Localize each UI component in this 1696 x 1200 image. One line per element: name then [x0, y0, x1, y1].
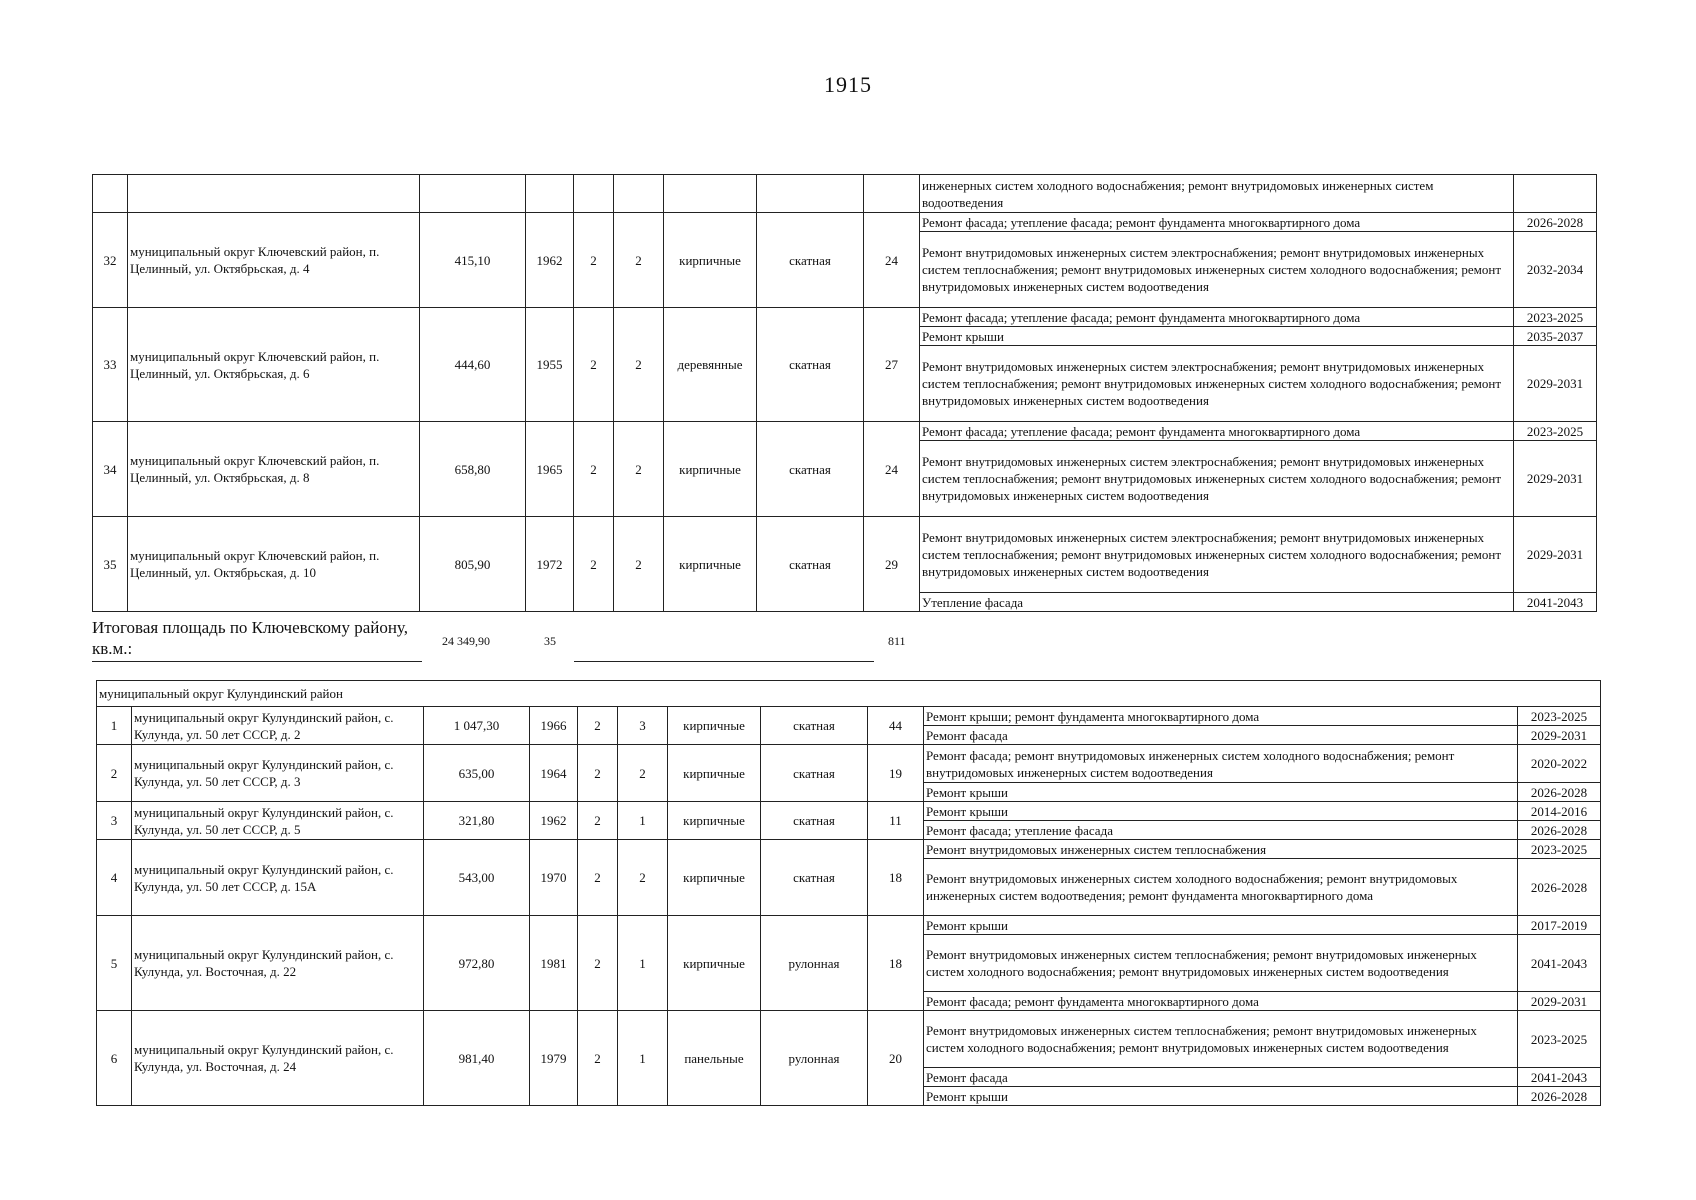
build-year: 1955 — [526, 308, 574, 422]
work-years: 2029-2031 — [1514, 441, 1597, 517]
building-area: 1 047,30 — [424, 707, 530, 745]
work-description: Ремонт внутридомовых инженерных систем теплоснабжения; ремонт внутридомовых инженерных систем холодного водоснабжения; ремонт внутридомовых инженерных систем водоотведения — [924, 1011, 1518, 1068]
housing-table-klyuchevsky — [92, 174, 1597, 612]
row-number: 2 — [97, 745, 132, 802]
entrances-count: 2 — [614, 422, 664, 517]
roof-type: скатная — [757, 308, 864, 422]
building-address: муниципальный округ Ключевский район, п. Целинный, ул. Октябрьская, д. 4 — [128, 213, 420, 308]
summary-underline — [574, 661, 874, 662]
work-years — [1514, 175, 1597, 213]
table-row — [97, 802, 1601, 821]
building-address: муниципальный округ Кулундинский район, с. Кулунда, ул. 50 лет СССР, д. 3 — [132, 745, 424, 802]
table-row — [97, 1011, 1601, 1068]
building-address: муниципальный округ Кулундинский район, с. Кулунда, ул. 50 лет СССР, д. 5 — [132, 802, 424, 840]
work-years: 2023-2025 — [1518, 707, 1601, 726]
building-area: 805,90 — [420, 517, 526, 612]
wall-material: деревянные — [664, 308, 757, 422]
work-years: 2026-2028 — [1518, 821, 1601, 840]
work-years: 2023-2025 — [1518, 840, 1601, 859]
empty-cell — [757, 175, 864, 213]
work-years: 2026-2028 — [1518, 1087, 1601, 1106]
building-address: муниципальный округ Ключевский район, п. Целинный, ул. Октябрьская, д. 10 — [128, 517, 420, 612]
work-description: Ремонт фасада; ремонт фундамента многоквартирного дома — [924, 992, 1518, 1011]
work-years: 2014-2016 — [1518, 802, 1601, 821]
build-year: 1966 — [530, 707, 578, 745]
wall-material: кирпичные — [664, 213, 757, 308]
work-years: 2041-2043 — [1518, 935, 1601, 992]
work-years: 2023-2025 — [1514, 308, 1597, 327]
work-years: 2029-2031 — [1514, 517, 1597, 593]
floors-count: 2 — [574, 422, 614, 517]
roof-type: скатная — [761, 840, 868, 916]
building-address: муниципальный округ Кулундинский район, с. Кулунда, ул. Восточная, д. 24 — [132, 1011, 424, 1106]
build-year: 1979 — [530, 1011, 578, 1106]
work-years: 2029-2031 — [1514, 346, 1597, 422]
wall-material: кирпичные — [668, 745, 761, 802]
empty-cell — [574, 175, 614, 213]
entrances-count: 3 — [618, 707, 668, 745]
floors-count: 2 — [578, 916, 618, 1011]
housing-table-kulundinsky — [96, 680, 1601, 1106]
work-description: Ремонт фасада; ремонт внутридомовых инженерных систем холодного водоснабжения; ремонт внутридомовых инженерных систем водоотведения — [924, 745, 1518, 783]
building-address: муниципальный округ Кулундинский район, с. Кулунда, ул. 50 лет СССР, д. 15А — [132, 840, 424, 916]
roof-type: скатная — [757, 213, 864, 308]
summary-count: 35 — [544, 634, 556, 648]
summary-label: Итоговая площадь по Ключевскому району, кв.м.: — [92, 618, 408, 658]
floors-count: 2 — [574, 517, 614, 612]
work-description: Ремонт фасада; утепление фасада; ремонт фундамента многоквартирного дома — [920, 422, 1514, 441]
wall-material: кирпичные — [664, 422, 757, 517]
wall-material: кирпичные — [664, 517, 757, 612]
empty-cell — [93, 175, 128, 213]
building-area: 981,40 — [424, 1011, 530, 1106]
building-address: муниципальный округ Ключевский район, п. Целинный, ул. Октябрьская, д. 6 — [128, 308, 420, 422]
empty-cell — [526, 175, 574, 213]
building-area: 635,00 — [424, 745, 530, 802]
build-year: 1970 — [530, 840, 578, 916]
roof-type: скатная — [761, 707, 868, 745]
building-address: муниципальный округ Кулундинский район, с. Кулунда, ул. 50 лет СССР, д. 2 — [132, 707, 424, 745]
residents-count: 29 — [864, 517, 920, 612]
work-description: Ремонт внутридомовых инженерных систем холодного водоснабжения; ремонт внутридомовых инженерных систем водоотведения; ремонт фундамента многоквартирного дома — [924, 859, 1518, 916]
work-description: Ремонт фасада; утепление фасада — [924, 821, 1518, 840]
entrances-count: 2 — [614, 308, 664, 422]
residents-count: 19 — [868, 745, 924, 802]
table-row — [97, 916, 1601, 935]
row-number: 33 — [93, 308, 128, 422]
residents-count: 20 — [868, 1011, 924, 1106]
work-description: Ремонт фасада; утепление фасада; ремонт фундамента многоквартирного дома — [920, 308, 1514, 327]
work-description: Ремонт крыши — [924, 916, 1518, 935]
work-description: Ремонт крыши — [924, 802, 1518, 821]
work-years: 2029-2031 — [1518, 992, 1601, 1011]
empty-cell — [614, 175, 664, 213]
roof-type: скатная — [761, 745, 868, 802]
floors-count: 2 — [578, 840, 618, 916]
floors-count: 2 — [578, 707, 618, 745]
work-years: 2017-2019 — [1518, 916, 1601, 935]
work-description: Ремонт внутридомовых инженерных систем теплоснабжения; ремонт внутридомовых инженерных систем холодного водоснабжения; ремонт внутридомовых инженерных систем водоотведения — [924, 935, 1518, 992]
work-description: Ремонт внутридомовых инженерных систем электроснабжения; ремонт внутридомовых инженерных систем теплоснабжения; ремонт внутридомовых инженерных систем холодного водоснабжения; ремонт внутридомовых инженерных систем водоотведения — [920, 232, 1514, 308]
row-number: 35 — [93, 517, 128, 612]
work-description: Ремонт крыши — [924, 1087, 1518, 1106]
work-years: 2026-2028 — [1514, 213, 1597, 232]
table-row — [93, 308, 1597, 327]
roof-type: рулонная — [761, 916, 868, 1011]
row-number: 32 — [93, 213, 128, 308]
floors-count: 2 — [574, 308, 614, 422]
row-number: 6 — [97, 1011, 132, 1106]
building-area: 658,80 — [420, 422, 526, 517]
summary-underline — [92, 661, 422, 662]
table-row — [93, 422, 1597, 441]
residents-count: 18 — [868, 916, 924, 1011]
residents-count: 11 — [868, 802, 924, 840]
floors-count: 2 — [578, 802, 618, 840]
work-years: 2023-2025 — [1518, 1011, 1601, 1068]
build-year: 1962 — [530, 802, 578, 840]
summary-residents: 811 — [888, 634, 906, 648]
row-number: 4 — [97, 840, 132, 916]
floors-count: 2 — [578, 745, 618, 802]
build-year: 1981 — [530, 916, 578, 1011]
building-area: 972,80 — [424, 916, 530, 1011]
empty-cell — [864, 175, 920, 213]
work-description: Ремонт внутридомовых инженерных систем электроснабжения; ремонт внутридомовых инженерных систем теплоснабжения; ремонт внутридомовых инженерных систем холодного водоснабжения; ремонт внутридомовых инженерных систем водоотведения — [920, 346, 1514, 422]
residents-count: 18 — [868, 840, 924, 916]
building-area: 444,60 — [420, 308, 526, 422]
entrances-count: 2 — [614, 517, 664, 612]
row-number: 3 — [97, 802, 132, 840]
work-description: Утепление фасада — [920, 593, 1514, 612]
work-years: 2023-2025 — [1514, 422, 1597, 441]
summary-area: 24 349,90 — [442, 634, 490, 648]
row-number: 1 — [97, 707, 132, 745]
building-address: муниципальный округ Кулундинский район, с. Кулунда, ул. Восточная, д. 22 — [132, 916, 424, 1011]
table-row — [93, 517, 1597, 593]
table-row — [97, 707, 1601, 726]
work-years: 2041-2043 — [1514, 593, 1597, 612]
build-year: 1964 — [530, 745, 578, 802]
wall-material: кирпичные — [668, 916, 761, 1011]
build-year: 1965 — [526, 422, 574, 517]
table-row — [97, 840, 1601, 859]
work-years: 2026-2028 — [1518, 859, 1601, 916]
wall-material: кирпичные — [668, 802, 761, 840]
work-description: Ремонт крыши — [924, 783, 1518, 802]
work-years: 2035-2037 — [1514, 327, 1597, 346]
work-description: Ремонт внутридомовых инженерных систем теплоснабжения — [924, 840, 1518, 859]
floors-count: 2 — [574, 213, 614, 308]
roof-type: скатная — [757, 422, 864, 517]
residents-count: 24 — [864, 213, 920, 308]
build-year: 1962 — [526, 213, 574, 308]
work-years: 2032-2034 — [1514, 232, 1597, 308]
building-area: 543,00 — [424, 840, 530, 916]
entrances-count: 1 — [618, 1011, 668, 1106]
residents-count: 27 — [864, 308, 920, 422]
table-row — [97, 745, 1601, 783]
entrances-count: 2 — [618, 745, 668, 802]
empty-cell — [128, 175, 420, 213]
work-years: 2041-2043 — [1518, 1068, 1601, 1087]
work-years: 2020-2022 — [1518, 745, 1601, 783]
work-years: 2029-2031 — [1518, 726, 1601, 745]
roof-type: скатная — [757, 517, 864, 612]
work-description: Ремонт крыши; ремонт фундамента многоквартирного дома — [924, 707, 1518, 726]
build-year: 1972 — [526, 517, 574, 612]
wall-material: кирпичные — [668, 840, 761, 916]
work-years: 2026-2028 — [1518, 783, 1601, 802]
wall-material: кирпичные — [668, 707, 761, 745]
page-number: 1915 — [824, 72, 872, 97]
entrances-count: 2 — [618, 840, 668, 916]
work-description: Ремонт фасада — [924, 726, 1518, 745]
wall-material: панельные — [668, 1011, 761, 1106]
entrances-count: 1 — [618, 916, 668, 1011]
work-description: Ремонт внутридомовых инженерных систем электроснабжения; ремонт внутридомовых инженерных систем теплоснабжения; ремонт внутридомовых инженерных систем холодного водоснабжения; ремонт внутридомовых инженерных систем водоотведения — [920, 517, 1514, 593]
entrances-count: 2 — [614, 213, 664, 308]
work-description: Ремонт фасада; утепление фасада; ремонт фундамента многоквартирного дома — [920, 213, 1514, 232]
building-area: 415,10 — [420, 213, 526, 308]
residents-count: 44 — [868, 707, 924, 745]
empty-cell — [664, 175, 757, 213]
roof-type: скатная — [761, 802, 868, 840]
work-description: инженерных систем холодного водоснабжения; ремонт внутридомовых инженерных систем водоотведения — [920, 175, 1514, 213]
work-description: Ремонт внутридомовых инженерных систем электроснабжения; ремонт внутридомовых инженерных систем теплоснабжения; ремонт внутридомовых инженерных систем холодного водоснабжения; ремонт внутридомовых инженерных систем водоотведения — [920, 441, 1514, 517]
empty-cell — [420, 175, 526, 213]
row-number: 34 — [93, 422, 128, 517]
row-number: 5 — [97, 916, 132, 1011]
entrances-count: 1 — [618, 802, 668, 840]
district-heading: муниципальный округ Кулундинский район — [97, 681, 1601, 707]
residents-count: 24 — [864, 422, 920, 517]
work-description: Ремонт фасада — [924, 1068, 1518, 1087]
building-address: муниципальный округ Ключевский район, п. Целинный, ул. Октябрьская, д. 8 — [128, 422, 420, 517]
building-area: 321,80 — [424, 802, 530, 840]
roof-type: рулонная — [761, 1011, 868, 1106]
work-description: Ремонт крыши — [920, 327, 1514, 346]
floors-count: 2 — [578, 1011, 618, 1106]
table-row — [93, 213, 1597, 232]
